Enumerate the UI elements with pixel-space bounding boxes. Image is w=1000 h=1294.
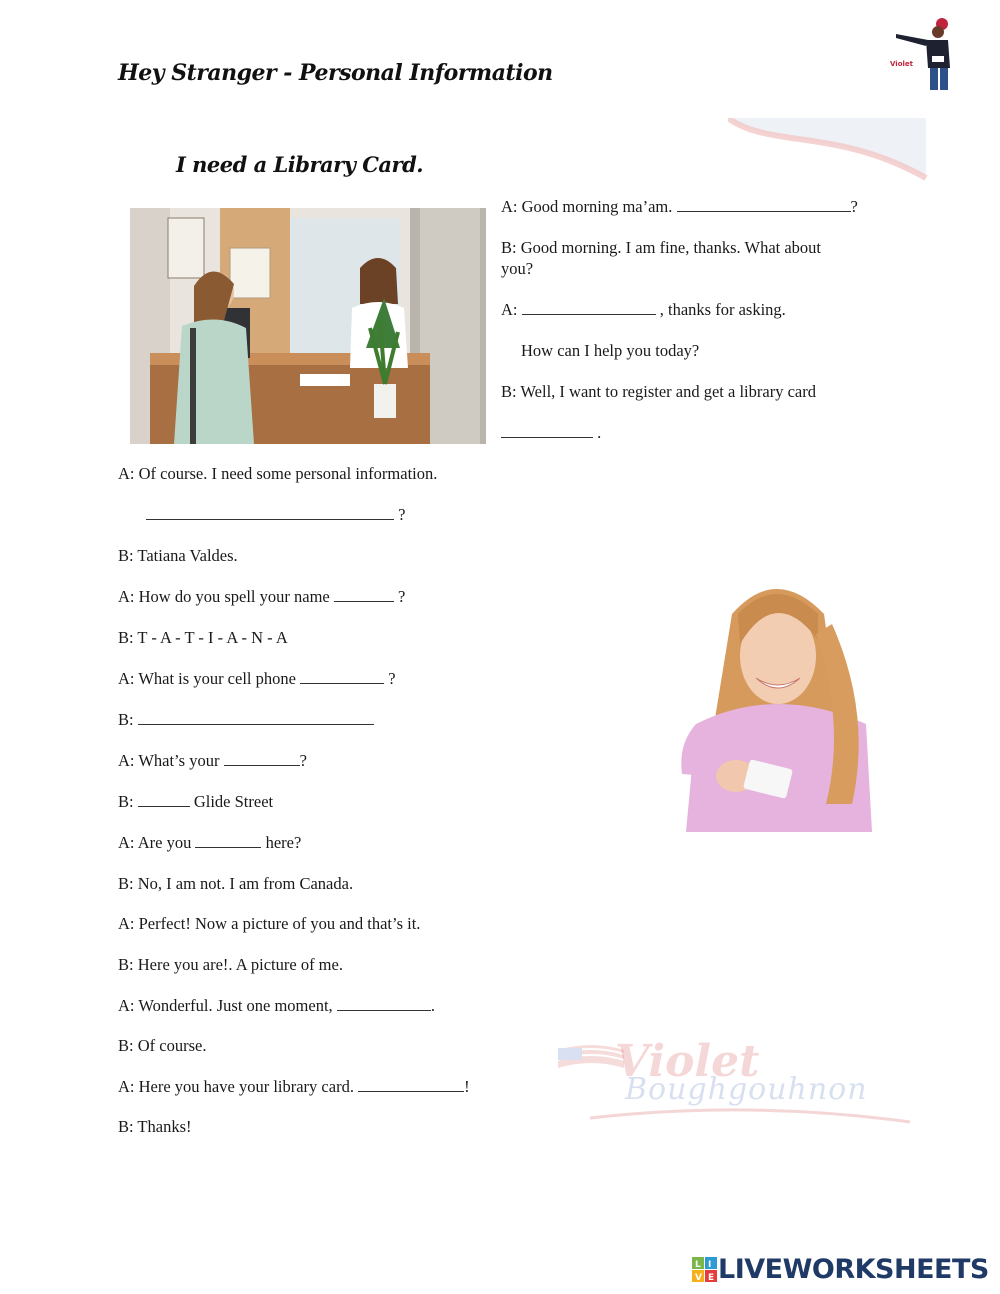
- watermark-violet: Violet: [615, 1036, 760, 1087]
- answer-blank[interactable]: [138, 792, 190, 807]
- dialogue-line: A: Of course. I need some personal information.: [118, 464, 438, 483]
- svg-text:L: L: [695, 1259, 701, 1270]
- dialogue-text: A: Are you: [118, 833, 192, 852]
- dialogue-text: ?: [299, 751, 307, 770]
- woman-with-card-photo: [676, 574, 876, 832]
- dialogue-text: A: What’s your: [118, 751, 220, 770]
- answer-blank[interactable]: [677, 197, 851, 212]
- svg-text:E: E: [708, 1272, 715, 1283]
- dialogue-line: [146, 504, 405, 526]
- dialogue-line: [501, 196, 858, 218]
- answer-blank[interactable]: [300, 669, 384, 684]
- dialogue-line: How can I help you today?: [521, 341, 700, 360]
- dialogue-line: B: No, I am not. I am from Canada.: [118, 874, 354, 893]
- answer-blank[interactable]: [195, 833, 261, 848]
- author-logo-image: [886, 16, 960, 94]
- dialogue-text: A:: [501, 300, 518, 319]
- dialogue-line: [118, 709, 374, 731]
- answer-blank[interactable]: [224, 751, 300, 766]
- liveworksheets-logo-text: LIVEWORKSHEETS: [718, 1254, 989, 1285]
- dialogue-line: [501, 299, 786, 321]
- dialogue-line: [118, 995, 435, 1017]
- dialogue-line: B: Of course.: [118, 1036, 207, 1055]
- answer-blank[interactable]: [146, 505, 394, 520]
- decorative-swoosh: [728, 118, 928, 186]
- dialogue-line: B: Thanks!: [118, 1117, 192, 1136]
- library-desk-photo: [130, 208, 486, 444]
- dialogue-text: A: Here you have your library card.: [118, 1077, 354, 1096]
- dialogue-line: B: Here you are!. A picture of me.: [118, 955, 343, 974]
- dialogue-line: [118, 750, 307, 772]
- dialogue-text: ?: [388, 669, 396, 688]
- dialogue-line: [118, 1076, 470, 1098]
- watermark-boughgouhnon: Boughgouhnon: [625, 1072, 868, 1107]
- dialogue-text: B:: [118, 710, 134, 729]
- dialogue-text: ?: [397, 587, 406, 606]
- dialogue-line: B: Good morning. I am fine, thanks. What about: [501, 238, 822, 257]
- dialogue-line: you?: [501, 259, 534, 278]
- worksheet-title: Hey Stranger - Personal Information: [118, 60, 553, 86]
- dialogue-line: B: Tatiana Valdes.: [118, 546, 238, 565]
- answer-blank[interactable]: [334, 587, 394, 602]
- dialogue-text: Glide Street: [193, 792, 274, 811]
- dialogue-line: [501, 422, 601, 444]
- dialogue-text: A: Wonderful. Just one moment,: [118, 996, 333, 1015]
- worksheet-subtitle: I need a Library Card.: [176, 152, 424, 177]
- dialogue-text: .: [430, 996, 435, 1015]
- answer-blank[interactable]: [501, 423, 593, 438]
- answer-blank[interactable]: [522, 300, 656, 315]
- answer-blank[interactable]: [138, 710, 374, 725]
- dialogue-text: A: How do you spell your name: [118, 587, 330, 606]
- dialogue-text: ?: [850, 197, 858, 216]
- dialogue-text: B:: [118, 792, 134, 811]
- liveworksheets-logo: [692, 1254, 989, 1285]
- svg-text:I: I: [708, 1259, 712, 1270]
- dialogue-text: A: Good morning ma’am.: [501, 197, 673, 216]
- dialogue-line: [118, 791, 273, 813]
- dialogue-line: [118, 586, 405, 608]
- answer-blank[interactable]: [337, 996, 431, 1011]
- watermark-swoosh: [590, 1100, 920, 1130]
- dialogue-line: [118, 668, 396, 690]
- svg-text:Violet: Violet: [890, 60, 913, 68]
- dialogue-text: here?: [265, 833, 302, 852]
- dialogue-text: , thanks for asking.: [659, 300, 786, 319]
- dialogue-line: A: Perfect! Now a picture of you and that’s it.: [118, 914, 421, 933]
- liveworksheets-logo-icon: [692, 1257, 718, 1283]
- dialogue-text: ?: [398, 505, 406, 524]
- dialogue-line: B: Well, I want to register and get a library card: [501, 382, 816, 401]
- svg-text:V: V: [695, 1272, 702, 1283]
- dialogue-line: B: T - A - T - I - A - N - A: [118, 628, 288, 647]
- dialogue-text: A: What is your cell phone: [118, 669, 296, 688]
- dialogue-line: [118, 832, 301, 854]
- dialogue-text: .: [597, 423, 602, 442]
- answer-blank[interactable]: [358, 1077, 464, 1092]
- dialogue-text: !: [464, 1077, 470, 1096]
